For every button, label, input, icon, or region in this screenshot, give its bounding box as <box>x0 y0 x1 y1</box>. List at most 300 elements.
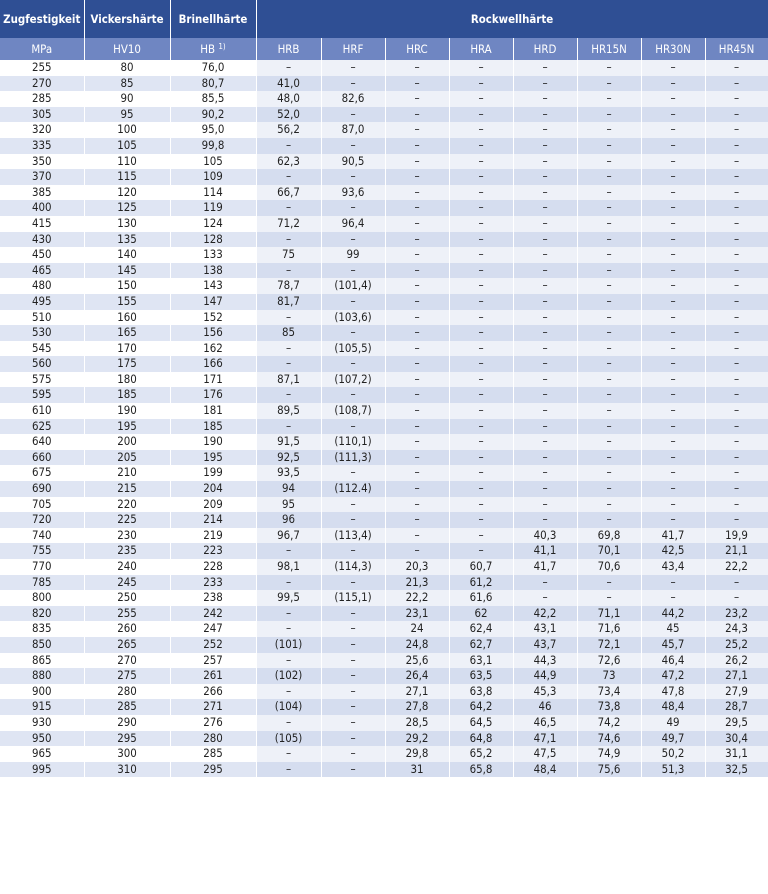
header-brinellhaerte: Brinellhärte <box>170 0 256 38</box>
table-cell: 82,6 <box>321 91 385 107</box>
table-cell: – <box>577 575 641 591</box>
table-cell: – <box>449 154 513 170</box>
table-cell: – <box>577 107 641 123</box>
table-cell: – <box>385 60 449 76</box>
table-cell: 90 <box>84 91 170 107</box>
table-cell: – <box>385 341 449 357</box>
table-cell: 720 <box>0 512 84 528</box>
unit-hrd: HRD <box>513 38 577 60</box>
table-cell: – <box>449 91 513 107</box>
table-cell: 835 <box>0 621 84 637</box>
table-row <box>0 621 768 637</box>
table-cell: 75 <box>256 247 321 263</box>
table-cell: 52,0 <box>256 107 321 123</box>
table-cell: 43,7 <box>513 637 577 653</box>
table-cell: 850 <box>0 637 84 653</box>
table-cell: – <box>321 637 385 653</box>
table-cell: – <box>705 216 768 232</box>
table-row <box>0 481 768 497</box>
table-row <box>0 169 768 185</box>
table-cell: 255 <box>0 60 84 76</box>
table-cell: – <box>321 138 385 154</box>
table-cell: – <box>705 356 768 372</box>
table-cell: – <box>513 232 577 248</box>
table-cell: 70,6 <box>577 559 641 575</box>
table-cell: 285 <box>84 699 170 715</box>
table-cell: – <box>577 590 641 606</box>
table-cell: 46 <box>513 699 577 715</box>
table-row <box>0 91 768 107</box>
table-row <box>0 356 768 372</box>
table-cell: – <box>449 325 513 341</box>
table-cell: – <box>513 575 577 591</box>
table-cell: 87,0 <box>321 122 385 138</box>
table-row <box>0 575 768 591</box>
table-cell: 130 <box>84 216 170 232</box>
table-cell: – <box>513 497 577 513</box>
table-cell: 235 <box>84 543 170 559</box>
table-cell: 195 <box>84 419 170 435</box>
table-cell: 63,1 <box>449 653 513 669</box>
table-row <box>0 278 768 294</box>
table-cell: 430 <box>0 232 84 248</box>
table-cell: – <box>513 450 577 466</box>
table-row <box>0 247 768 263</box>
table-cell: – <box>705 263 768 279</box>
table-cell: 195 <box>170 450 256 466</box>
table-row <box>0 387 768 403</box>
table-cell: 49 <box>641 715 705 731</box>
table-cell: 270 <box>0 76 84 92</box>
table-row <box>0 232 768 248</box>
table-row <box>0 512 768 528</box>
table-row <box>0 122 768 138</box>
table-cell: – <box>449 543 513 559</box>
table-cell: 62 <box>449 606 513 622</box>
table-cell: – <box>705 76 768 92</box>
table-cell: – <box>449 450 513 466</box>
table-cell: – <box>705 232 768 248</box>
table-cell: – <box>513 76 577 92</box>
table-cell: – <box>256 419 321 435</box>
header-zugfestigkeit: Zugfestigkeit <box>0 0 84 38</box>
table-cell: 24 <box>385 621 449 637</box>
table-row <box>0 263 768 279</box>
table-cell: 625 <box>0 419 84 435</box>
table-cell: – <box>641 356 705 372</box>
table-cell: 72,6 <box>577 653 641 669</box>
table-cell: 160 <box>84 310 170 326</box>
table-cell: 29,2 <box>385 731 449 747</box>
table-row <box>0 419 768 435</box>
table-row <box>0 310 768 326</box>
table-cell: 96,4 <box>321 216 385 232</box>
table-cell: 300 <box>84 746 170 762</box>
table-cell: – <box>705 387 768 403</box>
table-cell: 81,7 <box>256 294 321 310</box>
table-cell: – <box>449 263 513 279</box>
table-cell: 27,1 <box>705 668 768 684</box>
table-cell: 575 <box>0 372 84 388</box>
table-cell: 46,5 <box>513 715 577 731</box>
table-cell: – <box>513 590 577 606</box>
table-cell: (101) <box>256 637 321 653</box>
table-cell: – <box>577 294 641 310</box>
table-cell: – <box>705 278 768 294</box>
table-cell: 140 <box>84 247 170 263</box>
table-cell: 43,4 <box>641 559 705 575</box>
table-cell: 880 <box>0 668 84 684</box>
table-cell: 261 <box>170 668 256 684</box>
table-cell: 740 <box>0 528 84 544</box>
table-cell: 545 <box>0 341 84 357</box>
table-cell: – <box>577 497 641 513</box>
table-cell: (113,4) <box>321 528 385 544</box>
table-cell: – <box>256 200 321 216</box>
table-cell: – <box>385 372 449 388</box>
table-cell: – <box>513 356 577 372</box>
table-cell: – <box>449 185 513 201</box>
table-cell: – <box>385 138 449 154</box>
table-cell: – <box>385 356 449 372</box>
table-cell: 96,7 <box>256 528 321 544</box>
table-cell: – <box>577 419 641 435</box>
table-cell: – <box>577 325 641 341</box>
table-cell: 245 <box>84 575 170 591</box>
table-cell: 495 <box>0 294 84 310</box>
table-cell: 271 <box>170 699 256 715</box>
table-cell: 610 <box>0 403 84 419</box>
table-cell: 510 <box>0 310 84 326</box>
table-cell: 210 <box>84 465 170 481</box>
table-cell: 99,5 <box>256 590 321 606</box>
table-cell: – <box>449 356 513 372</box>
table-cell: 255 <box>84 606 170 622</box>
table-cell: 62,7 <box>449 637 513 653</box>
table-cell: 61,6 <box>449 590 513 606</box>
table-cell: – <box>641 200 705 216</box>
table-row <box>0 372 768 388</box>
table-cell: – <box>449 403 513 419</box>
table-cell: 228 <box>170 559 256 575</box>
table-cell: 24,3 <box>705 621 768 637</box>
table-cell: – <box>513 512 577 528</box>
table-cell: 205 <box>84 450 170 466</box>
table-cell: – <box>256 356 321 372</box>
table-cell: – <box>513 263 577 279</box>
table-cell: – <box>385 154 449 170</box>
table-cell: – <box>385 387 449 403</box>
table-cell: – <box>321 232 385 248</box>
table-cell: – <box>385 232 449 248</box>
table-cell: – <box>256 138 321 154</box>
table-cell: 295 <box>84 731 170 747</box>
table-row <box>0 528 768 544</box>
table-cell: 74,9 <box>577 746 641 762</box>
table-cell: 71,2 <box>256 216 321 232</box>
table-cell: 190 <box>84 403 170 419</box>
table-row <box>0 699 768 715</box>
table-row <box>0 294 768 310</box>
table-cell: – <box>449 122 513 138</box>
table-cell: – <box>705 325 768 341</box>
table-cell: – <box>641 216 705 232</box>
table-cell: – <box>449 387 513 403</box>
table-cell: 23,2 <box>705 606 768 622</box>
table-cell: 350 <box>0 154 84 170</box>
table-cell: – <box>321 325 385 341</box>
table-cell: – <box>577 434 641 450</box>
table-cell: 133 <box>170 247 256 263</box>
table-cell: 181 <box>170 403 256 419</box>
table-cell: 95,0 <box>170 122 256 138</box>
table-cell: 135 <box>84 232 170 248</box>
table-cell: – <box>513 107 577 123</box>
table-cell: 56,2 <box>256 122 321 138</box>
table-cell: 280 <box>170 731 256 747</box>
table-cell: – <box>449 434 513 450</box>
table-row <box>0 154 768 170</box>
table-cell: 128 <box>170 232 256 248</box>
unit-hr15n: HR15N <box>577 38 641 60</box>
table-row <box>0 60 768 76</box>
table-cell: – <box>577 481 641 497</box>
table-row <box>0 668 768 684</box>
table-cell: 171 <box>170 372 256 388</box>
table-cell: – <box>321 60 385 76</box>
table-cell: 72,1 <box>577 637 641 653</box>
table-cell: 276 <box>170 715 256 731</box>
table-cell: 95 <box>84 107 170 123</box>
table-cell: – <box>321 606 385 622</box>
table-cell: – <box>256 684 321 700</box>
table-cell: 820 <box>0 606 84 622</box>
table-cell: 995 <box>0 762 84 778</box>
table-cell: – <box>513 372 577 388</box>
table-cell: – <box>256 715 321 731</box>
table-cell: – <box>641 403 705 419</box>
table-cell: – <box>705 91 768 107</box>
table-cell: – <box>705 419 768 435</box>
table-cell: – <box>449 419 513 435</box>
table-cell: – <box>321 200 385 216</box>
table-cell: 110 <box>84 154 170 170</box>
table-cell: 285 <box>0 91 84 107</box>
table-cell: 165 <box>84 325 170 341</box>
table-cell: – <box>641 465 705 481</box>
table-cell: – <box>321 731 385 747</box>
table-cell: – <box>385 528 449 544</box>
table-cell: 124 <box>170 216 256 232</box>
table-cell: – <box>256 621 321 637</box>
table-cell: 85 <box>256 325 321 341</box>
table-cell: 138 <box>170 263 256 279</box>
table-row <box>0 606 768 622</box>
table-cell: – <box>577 356 641 372</box>
table-cell: 21,3 <box>385 575 449 591</box>
table-cell: – <box>513 419 577 435</box>
table-cell: 214 <box>170 512 256 528</box>
table-cell: (104) <box>256 699 321 715</box>
table-cell: – <box>449 216 513 232</box>
table-cell: 660 <box>0 450 84 466</box>
table-cell: 145 <box>84 263 170 279</box>
table-cell: 95 <box>256 497 321 513</box>
table-cell: – <box>385 434 449 450</box>
table-cell: – <box>513 341 577 357</box>
table-cell: 965 <box>0 746 84 762</box>
table-cell: 415 <box>0 216 84 232</box>
table-cell: 23,1 <box>385 606 449 622</box>
unit-hrf: HRF <box>321 38 385 60</box>
table-cell: – <box>641 341 705 357</box>
table-cell: – <box>577 310 641 326</box>
table-cell: – <box>513 387 577 403</box>
table-cell: 370 <box>0 169 84 185</box>
table-cell: – <box>641 310 705 326</box>
table-row <box>0 637 768 653</box>
table-cell: 240 <box>84 559 170 575</box>
table-cell: 20,3 <box>385 559 449 575</box>
table-cell: 78,7 <box>256 278 321 294</box>
table-cell: 22,2 <box>705 559 768 575</box>
table-cell: 242 <box>170 606 256 622</box>
table-cell: – <box>385 247 449 263</box>
table-cell: 99,8 <box>170 138 256 154</box>
table-cell: 105 <box>170 154 256 170</box>
table-cell: 270 <box>84 653 170 669</box>
table-cell: 61,2 <box>449 575 513 591</box>
table-cell: 48,4 <box>513 762 577 778</box>
table-cell: 26,2 <box>705 653 768 669</box>
table-cell: 162 <box>170 341 256 357</box>
table-cell: 705 <box>0 497 84 513</box>
table-cell: 49,7 <box>641 731 705 747</box>
table-cell: 25,6 <box>385 653 449 669</box>
table-cell: – <box>449 512 513 528</box>
table-cell: – <box>513 465 577 481</box>
table-cell: (105,5) <box>321 341 385 357</box>
table-cell: 185 <box>170 419 256 435</box>
table-cell: – <box>577 278 641 294</box>
table-cell: – <box>321 575 385 591</box>
table-cell: – <box>321 668 385 684</box>
table-cell: – <box>321 107 385 123</box>
table-cell: – <box>705 434 768 450</box>
table-row <box>0 325 768 341</box>
table-cell: – <box>705 154 768 170</box>
table-cell: 75,6 <box>577 762 641 778</box>
table-cell: – <box>641 107 705 123</box>
table-cell: 560 <box>0 356 84 372</box>
unit-hr45n: HR45N <box>705 38 768 60</box>
table-cell: 252 <box>170 637 256 653</box>
table-cell: 100 <box>84 122 170 138</box>
table-cell: 47,8 <box>641 684 705 700</box>
table-cell: – <box>449 200 513 216</box>
table-cell: 41,7 <box>513 559 577 575</box>
table-cell: 125 <box>84 200 170 216</box>
table-cell: – <box>449 138 513 154</box>
table-cell: – <box>577 341 641 357</box>
table-cell: 147 <box>170 294 256 310</box>
table-cell: 204 <box>170 481 256 497</box>
table-cell: 152 <box>170 310 256 326</box>
unit-mpa: MPa <box>0 38 84 60</box>
table-cell: (107,2) <box>321 372 385 388</box>
table-cell: – <box>385 76 449 92</box>
table-cell: – <box>577 76 641 92</box>
table-cell: 93,5 <box>256 465 321 481</box>
table-cell: 230 <box>84 528 170 544</box>
table-row <box>0 465 768 481</box>
table-cell: – <box>385 122 449 138</box>
table-cell: – <box>641 278 705 294</box>
table-cell: – <box>513 122 577 138</box>
table-cell: – <box>705 169 768 185</box>
table-cell: – <box>641 387 705 403</box>
table-cell: 89,5 <box>256 403 321 419</box>
unit-hr30n: HR30N <box>641 38 705 60</box>
table-cell: – <box>577 91 641 107</box>
table-cell: 190 <box>170 434 256 450</box>
table-cell: 76,0 <box>170 60 256 76</box>
table-row <box>0 138 768 154</box>
table-cell: – <box>705 497 768 513</box>
table-cell: – <box>641 372 705 388</box>
table-cell: 238 <box>170 590 256 606</box>
table-cell: 28,5 <box>385 715 449 731</box>
table-cell: – <box>385 310 449 326</box>
table-cell: (108,7) <box>321 403 385 419</box>
table-cell: (102) <box>256 668 321 684</box>
table-cell: – <box>577 247 641 263</box>
table-cell: – <box>321 699 385 715</box>
table-cell: 155 <box>84 294 170 310</box>
table-cell: 120 <box>84 185 170 201</box>
table-cell: – <box>513 310 577 326</box>
table-cell: – <box>705 60 768 76</box>
table-cell: – <box>321 465 385 481</box>
table-cell: 41,7 <box>641 528 705 544</box>
table-cell: – <box>577 185 641 201</box>
table-cell: – <box>641 497 705 513</box>
table-cell: 73,8 <box>577 699 641 715</box>
table-cell: – <box>513 91 577 107</box>
table-cell: – <box>705 247 768 263</box>
table-cell: – <box>449 232 513 248</box>
table-cell: 70,1 <box>577 543 641 559</box>
table-cell: 320 <box>0 122 84 138</box>
table-cell: 45 <box>641 621 705 637</box>
table-cell: 280 <box>84 684 170 700</box>
table-cell: 62,4 <box>449 621 513 637</box>
table-cell: – <box>513 200 577 216</box>
table-cell: 26,4 <box>385 668 449 684</box>
table-cell: – <box>321 715 385 731</box>
table-cell: – <box>449 76 513 92</box>
table-cell: – <box>513 481 577 497</box>
table-cell: 85,5 <box>170 91 256 107</box>
table-cell: – <box>256 341 321 357</box>
table-cell: 290 <box>84 715 170 731</box>
table-cell: 41,0 <box>256 76 321 92</box>
table-cell: 170 <box>84 341 170 357</box>
table-cell: – <box>513 294 577 310</box>
table-cell: 22,2 <box>385 590 449 606</box>
table-cell: – <box>513 216 577 232</box>
table-row <box>0 450 768 466</box>
